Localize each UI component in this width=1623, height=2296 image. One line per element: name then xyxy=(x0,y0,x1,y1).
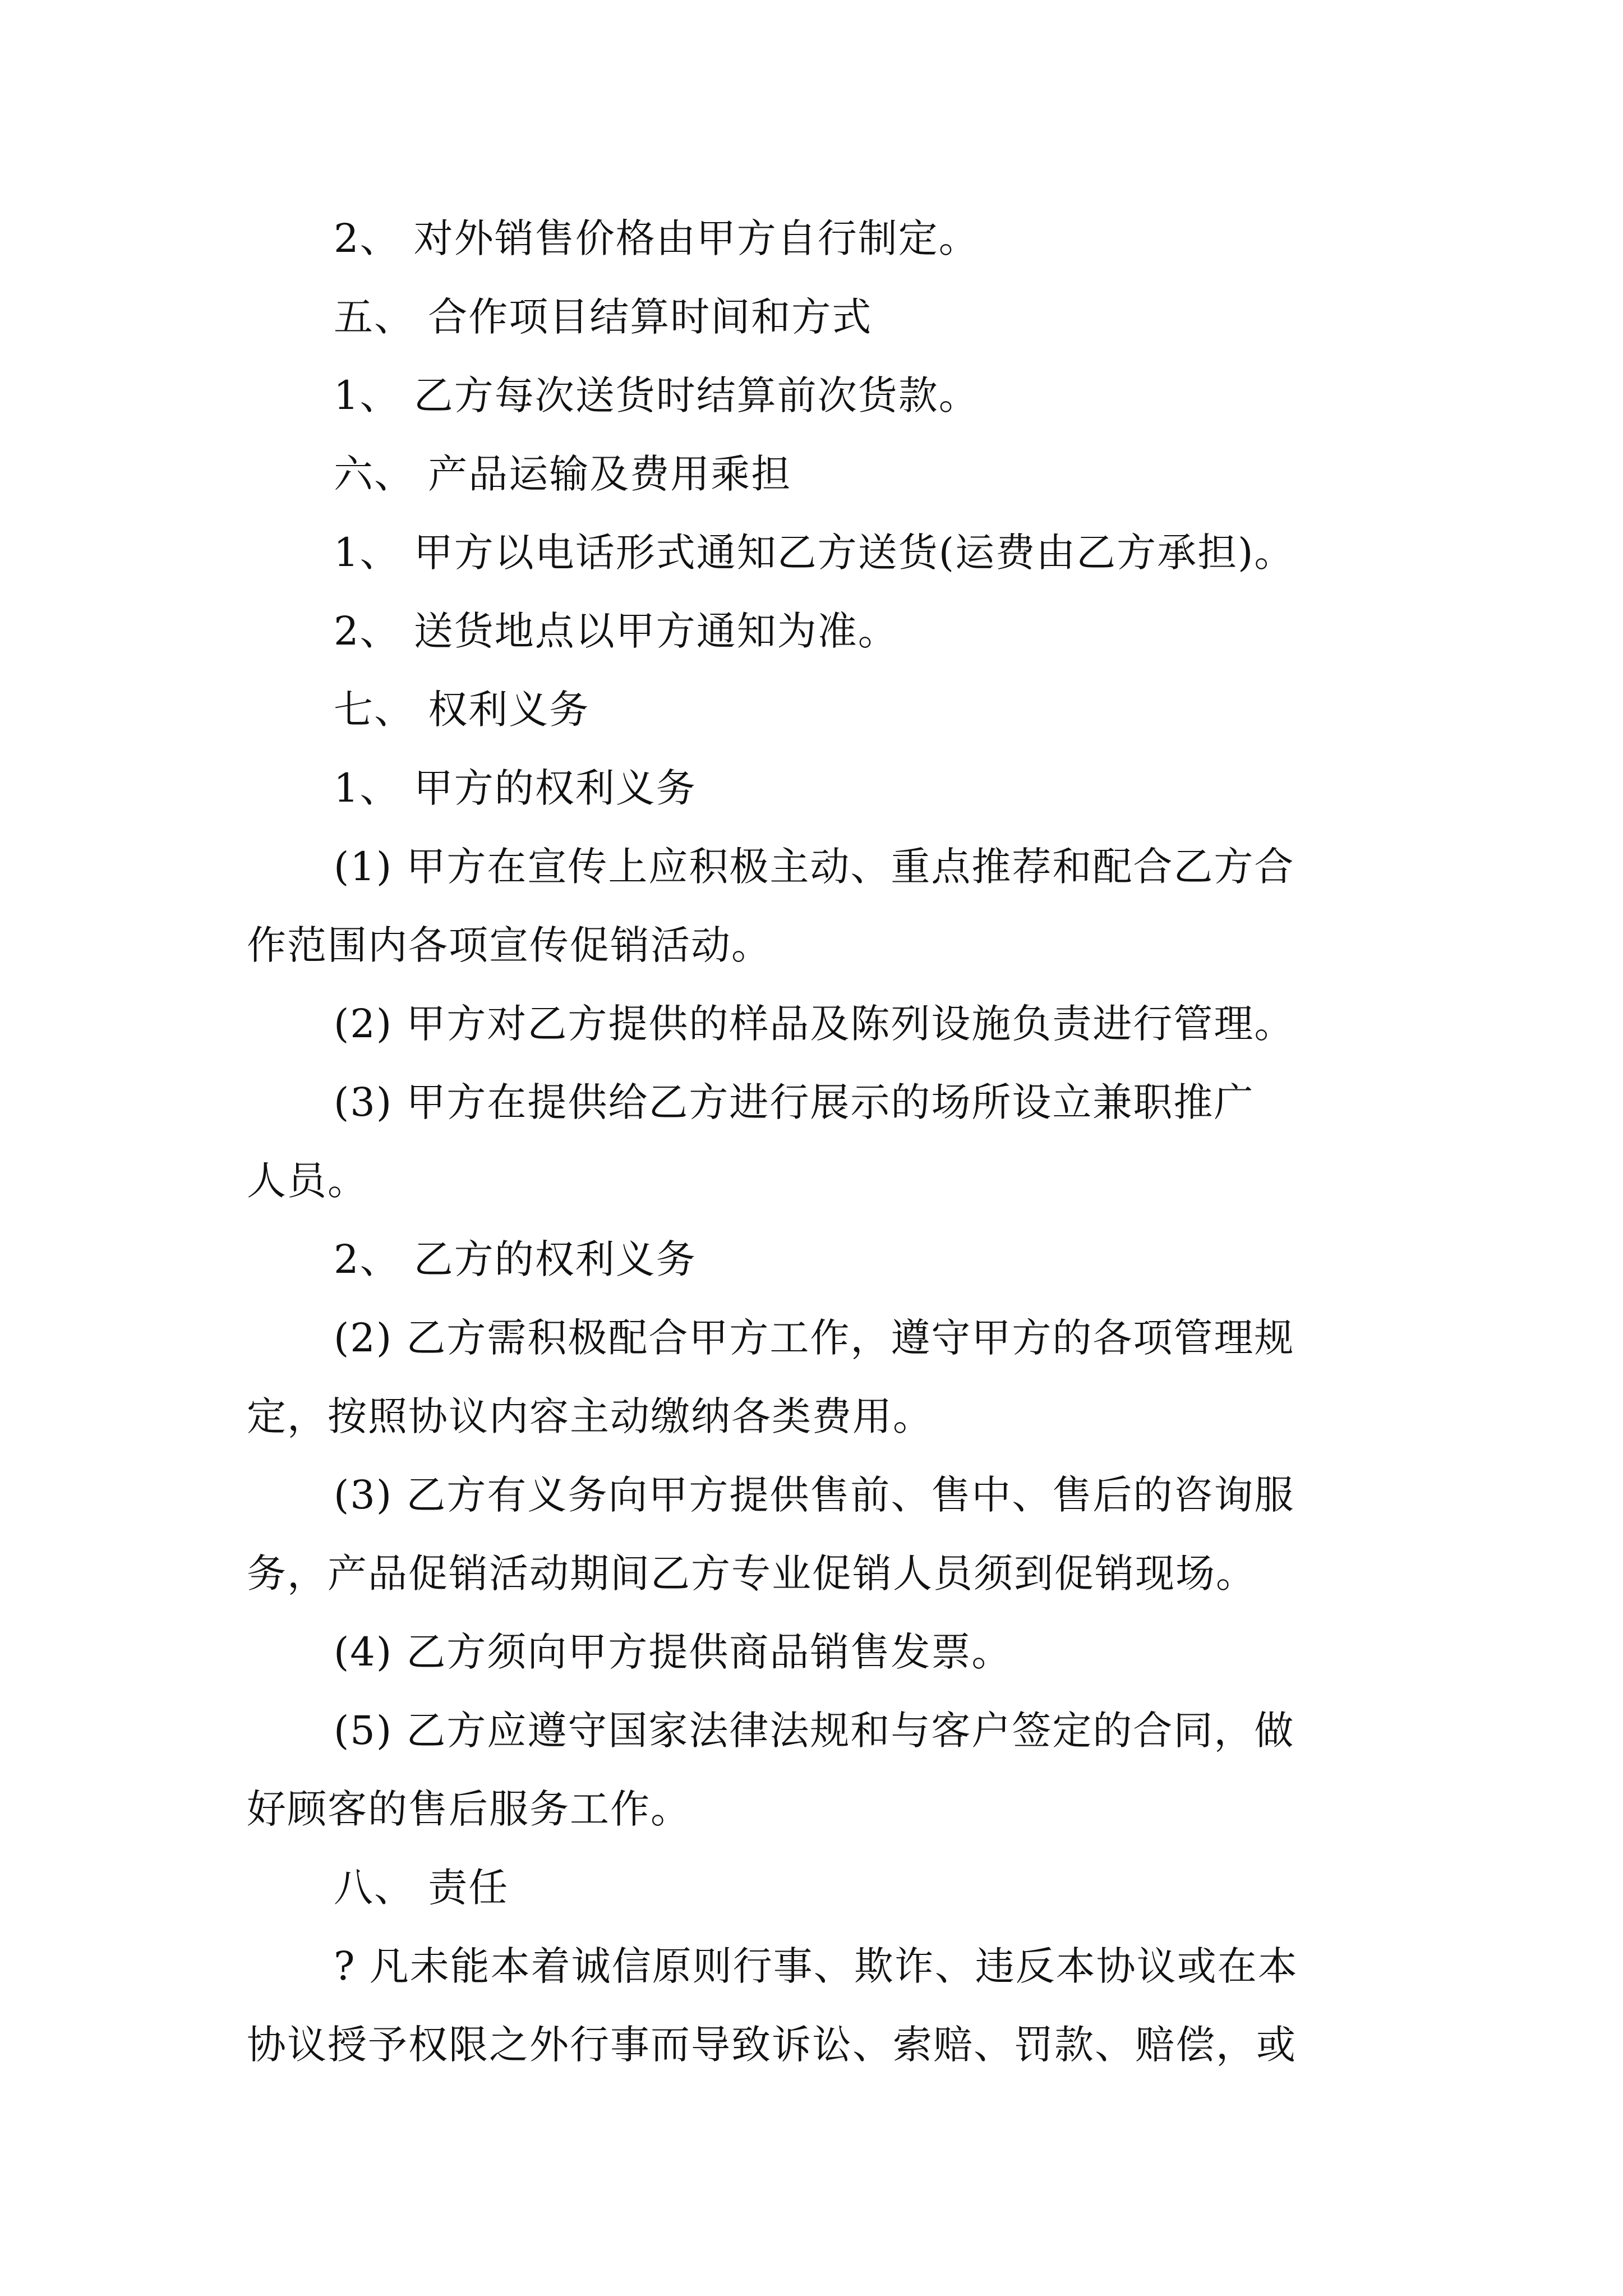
text-line: 1、 甲方以电话形式通知乙方送货(运费由乙方承担)。 xyxy=(334,530,1295,576)
text-line: 协议授予权限之外行事而导致诉讼、索赔、罚款、赔偿，或 xyxy=(247,2022,1297,2068)
text-line: 1、 乙方每次送货时结算前次货款。 xyxy=(334,372,979,418)
text-line: 2、 送货地点以甲方通知为准。 xyxy=(334,608,898,654)
text-line: 2、 对外销售价格由甲方自行制定。 xyxy=(334,215,979,261)
text-line: ? 凡未能本着诚信原则行事、欺诈、违反本协议或在本 xyxy=(334,1943,1298,1989)
text-line: 人员。 xyxy=(247,1158,368,1204)
text-line: 务，产品促销活动期间乙方专业促销人员须到促销现场。 xyxy=(247,1550,1256,1596)
subsection-heading: 1、 甲方的权利义务 xyxy=(334,765,697,811)
text-line: (2) 乙方需积极配合甲方工作，遵守甲方的各项管理规 xyxy=(334,1315,1295,1361)
text-line: (5) 乙方应遵守国家法律法规和与客户签定的合同，做 xyxy=(334,1708,1295,1754)
text-line: 好顾客的售后服务工作。 xyxy=(247,1786,691,1832)
text-line: 定，按照协议内容主动缴纳各类费用。 xyxy=(247,1393,933,1439)
section-heading: 七、 权利义务 xyxy=(334,687,590,733)
text-line: (1) 甲方在宣传上应积极主动、重点推荐和配合乙方合 xyxy=(334,844,1295,890)
text-line: (3) 甲方在提供给乙方进行展示的场所设立兼职推广 xyxy=(334,1079,1255,1125)
text-line: 作范围内各项宣传促销活动。 xyxy=(247,922,772,968)
section-heading: 六、 产品运输及费用乘担 xyxy=(334,451,792,497)
text-line: (4) 乙方须向甲方提供商品销售发票。 xyxy=(334,1629,1012,1675)
section-heading: 八、 责任 xyxy=(334,1865,509,1911)
text-line: (2) 甲方对乙方提供的样品及陈列设施负责进行管理。 xyxy=(334,1001,1295,1047)
text-line: (3) 乙方有义务向甲方提供售前、售中、售后的咨询服 xyxy=(334,1472,1295,1518)
subsection-heading: 2、 乙方的权利义务 xyxy=(334,1236,697,1282)
section-heading: 五、 合作项目结算时间和方式 xyxy=(334,294,873,340)
